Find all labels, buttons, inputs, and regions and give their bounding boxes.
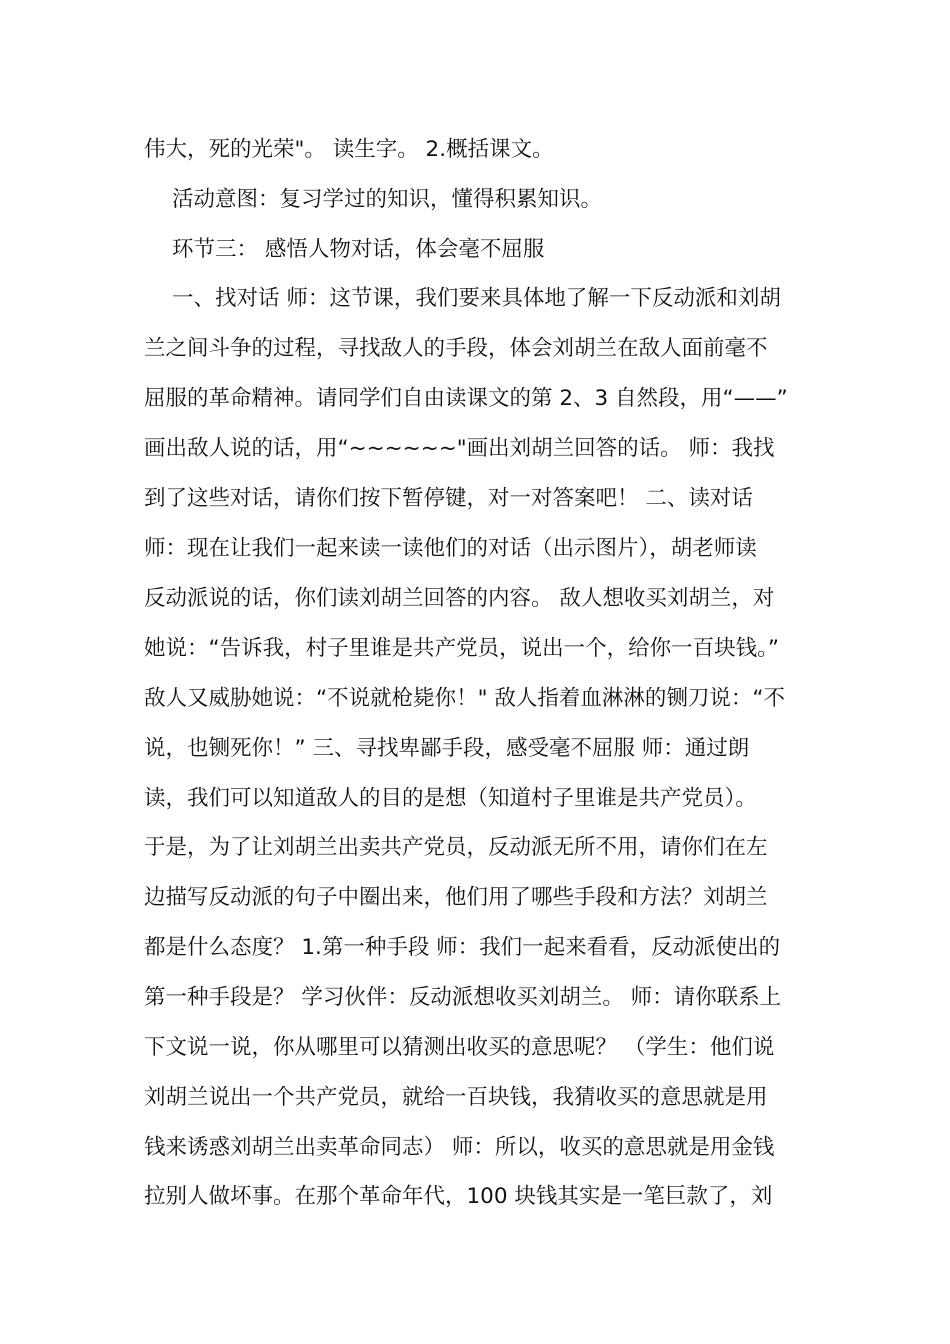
text-line-19: 下文说一说，你从哪里可以猜测出收买的意思呢？ （学生：他们说 <box>144 1035 775 1060</box>
text-line-2: 活动意图：复习学过的知识，懂得积累知识。 <box>172 187 603 212</box>
text-line-4: 一、找对话 师：这节课，我们要来具体地了解一下反动派和刘胡 <box>172 286 781 311</box>
text-line-15: 于是，为了让刘胡兰出卖共产党员，反动派无所不用，请你们在左 <box>144 835 768 860</box>
text-line-3: 环节三： 感悟人物对话，体会毫不屈服 <box>172 237 545 262</box>
text-line-10: 反动派说的话，你们读刘胡兰回答的内容。 敌人想收买刘胡兰，对 <box>144 586 775 611</box>
text-line-17: 都是什么态度？ 1.第一种手段 师：我们一起来看看，反动派使出的 <box>144 935 781 960</box>
text-line-14: 读，我们可以知道敌人的目的是想（知道村子里谁是共产党员）。 <box>144 786 757 811</box>
text-line-9: 师：现在让我们一起来读一读他们的对话（出示图片），胡老师读 <box>144 536 757 561</box>
text-line-11: 她说：“告诉我，村子里谁是共产党员，说出一个，给你一百块钱。” <box>144 636 780 661</box>
text-line-16: 边描写反动派的句子中圈出来，他们用了哪些手段和方法？刘胡兰 <box>144 885 768 910</box>
text-line-12: 敌人又威胁她说：“不说就枪毙你！" 敌人指着血淋淋的铡刀说：“不 <box>144 686 786 711</box>
text-line-13: 说，也铡死你！” 三、寻找卑鄙手段，感受毫不屈服 师：通过朗 <box>144 736 750 761</box>
text-line-5: 兰之间斗争的过程，寻找敌人的手段，体会刘胡兰在敌人面前毫不 <box>144 336 768 361</box>
text-line-18: 第一种手段是？ 学习伙伴：反动派想收买刘胡兰。 师：请你联系上 <box>144 985 782 1010</box>
text-line-8: 到了这些对话，请你们按下暂停键，对一对答案吧！ 二、读对话 <box>144 486 753 511</box>
text-line-1: 伟大，死的光荣"。 读生字。 2.概括课文。 <box>144 137 554 162</box>
text-line-20: 刘胡兰说出一个共产党员，就给一百块钱，我猜收买的意思就是用 <box>144 1085 768 1110</box>
text-line-7: 画出敌人说的话，用“~~~~~~"画出刘胡兰回答的话。 师：我找 <box>144 436 775 461</box>
text-line-6: 屈服的革命精神。请同学们自由读课文的第 2、3 自然段，用“——” <box>144 386 788 411</box>
text-line-22: 拉别人做坏事。在那个革命年代，100 块钱其实是一笔巨款了，刘 <box>144 1184 773 1209</box>
text-line-21: 钱来诱惑刘胡兰出卖革命同志） 师：所以，收买的意思就是用金钱 <box>144 1135 775 1160</box>
